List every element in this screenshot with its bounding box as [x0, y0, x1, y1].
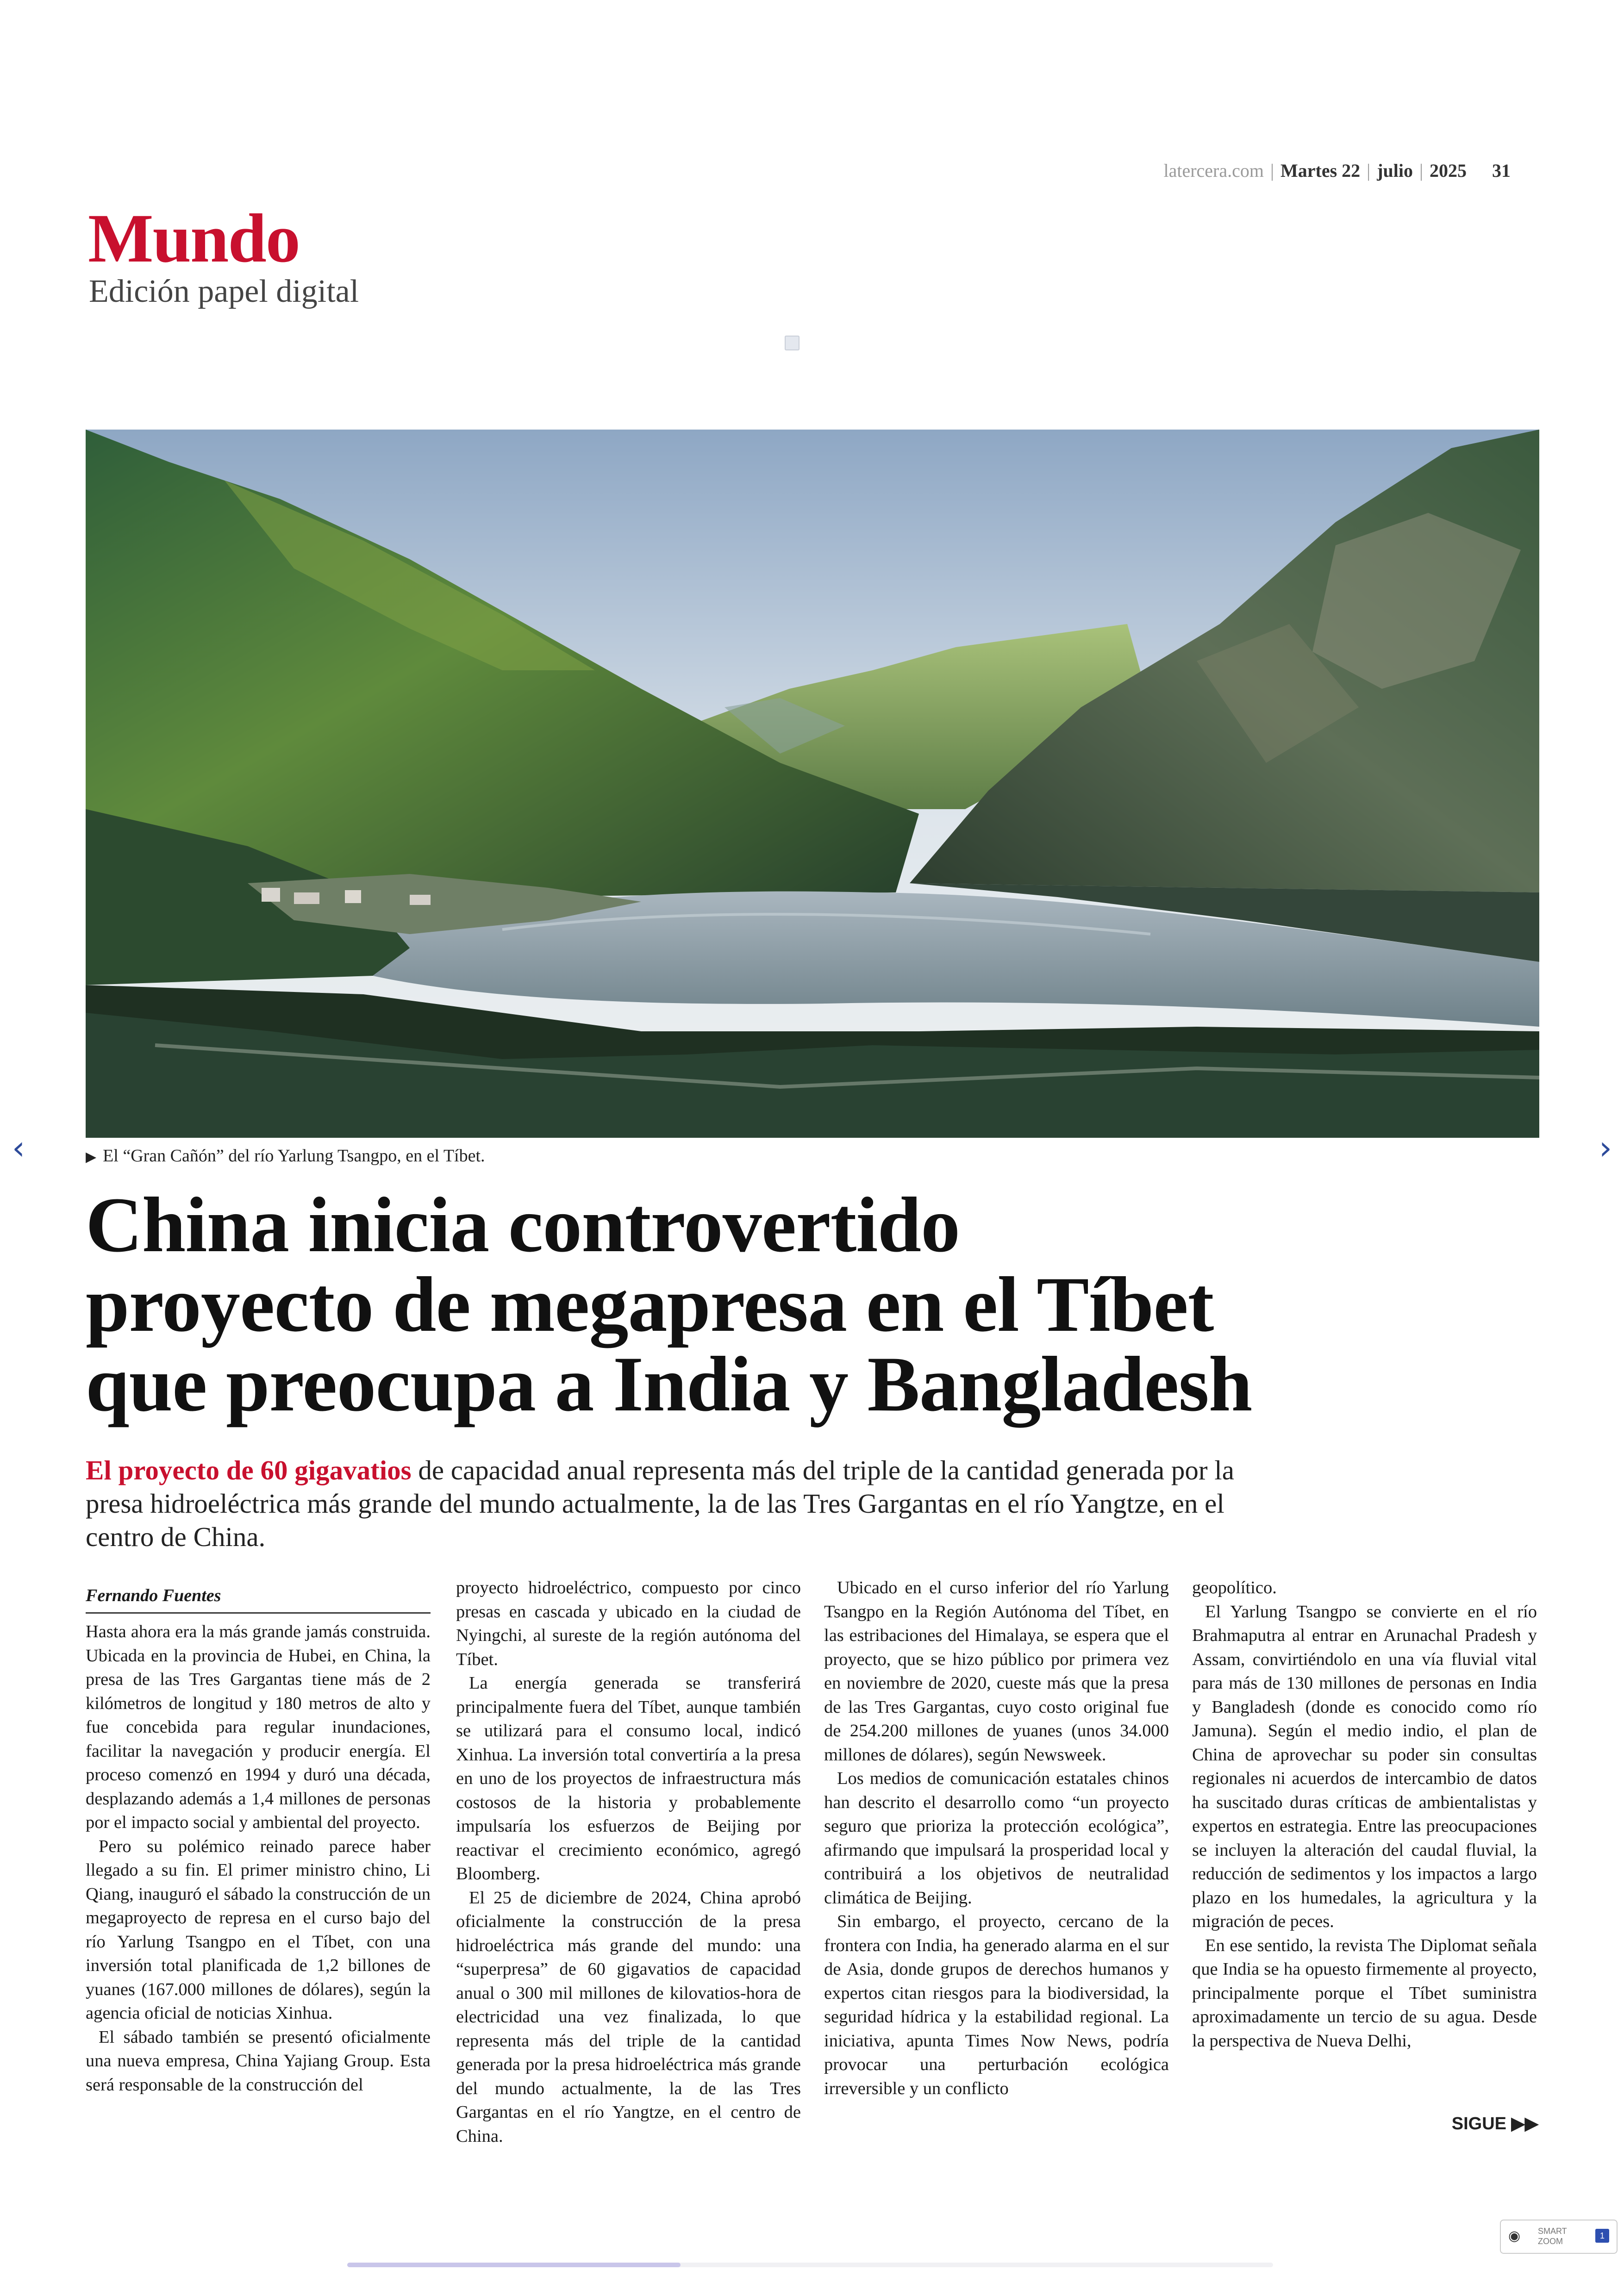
separator: | — [1367, 160, 1371, 181]
body-paragraph: Pero su polémico reinado parece haber llegado a su fin. El primer ministro chino, Li Qiang, inauguró el sábado la construcción de un megaproyecto de represa en el curso bajo del río Yarlung Tsangpo en el Tíbet, con una inversión total planificada de 1,2 billones de yuanes (167.000 millones de dólares), según la agencia oficial de noticias Xinhua. — [86, 1836, 431, 2023]
photo-caption — [86, 1146, 485, 1166]
page-number: 31 — [1492, 160, 1511, 181]
body-paragraph: geopolítico. — [1192, 1578, 1277, 1597]
next-page-button[interactable]: › — [1599, 1129, 1612, 1167]
article-column-4 — [1192, 1576, 1537, 2053]
body-paragraph: Los medios de comunicación estatales chinos han descrito el desarrollo como “un proyecto seguro que prioriza la protección ecológica”, afirmando que impulsará la prosperidad local y contribuirá a los objetivos de neutralidad climática de Beijing. — [824, 1769, 1169, 1908]
body-paragraph: El 25 de diciembre de 2024, China aprobó oficialmente la construcción de la presa hidroeléctrica más grande del mundo: una “superpresa” de 60 gigavatios de capacidad anual o 300 mil millones de kilovatios-hora de electricidad una vez finalizada, lo que representa más del triple de la cantidad generada por la presa hidroeléctrica más grande del mundo actualmente, la de las Tres Gargantas en el río Yangtze, en el centro de China. — [456, 1888, 801, 2146]
headline — [86, 1181, 1474, 1428]
lead-paragraph — [86, 1453, 1289, 1553]
article-photo — [86, 430, 1539, 1138]
previous-page-button[interactable]: ‹ — [12, 1129, 25, 1167]
embedded-image-placeholder-icon — [785, 336, 800, 350]
river-canyon-landscape — [86, 430, 1539, 1138]
article-column-2 — [456, 1576, 801, 2148]
body-paragraph: Hasta ahora era la más grande jamás construida. Ubicada en la provincia de Hubei, en China, la presa de las Tres Gargantas tiene más de 2 kilómetros de longitud y 180 metros de alto y fue concebida para regular inundaciones, facilitar la navegación y producir energía. El proceso comenzó en 1994 y duró una década, desplazando además a 1,4 millones de personas por el impacto social y ambiental del proyecto. — [86, 1622, 431, 1832]
body-paragraph: El Yarlung Tsangpo se convierte en el río Brahmaputra al entrar en Arunachal Pradesh y Assam, convirtiéndolo en una vía fluvial vital para más de 130 millones de personas en India y Bangladesh (donde es conocido como río Jamuna). Según el medio indio, el plan de China de aprovechar su poder sin consultas regionales ni acuerdos de intercambio de datos ha suscitado duras críticas de ambientalistas y expertos en estrategia. Entre las preocupaciones se incluyen la alteración del caudal fluvial, la reducción de sedimentos y los impactos a largo plazo en los humedales, la agricultura y la migración de peces. — [1192, 1602, 1537, 1931]
article-column-3 — [824, 1576, 1169, 2101]
article-column-1 — [86, 1620, 431, 2097]
section-subtitle: Edición papel digital — [89, 274, 359, 309]
headline-line: proyecto de megapresa en el Tíbet — [86, 1261, 1214, 1348]
eye-icon: ◉ — [1508, 2228, 1521, 2244]
caption-marker-icon: ▶ — [86, 1149, 97, 1165]
masthead-year: 2025 — [1430, 160, 1467, 181]
lead-highlight: El proyecto de 60 gigavatios — [86, 1455, 412, 1485]
reading-progress-fill — [347, 2263, 681, 2267]
continue-label: SIGUE ▶▶ — [1451, 2114, 1538, 2133]
body-paragraph: En ese sentido, la revista The Diplomat señala que India se ha opuesto firmemente al proyecto, principalmente porque el Tíbet suministra aproximadamente un tercio de su agua. Desde la perspectiva de Nueva Delhi, — [1192, 1935, 1537, 2051]
smart-zoom-label: SMART ZOOM — [1538, 2226, 1567, 2246]
site-name[interactable]: latercera.com — [1163, 160, 1264, 181]
body-paragraph: La energía generada se transferirá principalmente fuera del Tíbet, aunque también se utilizará para el consumo local, indicó Xinhua. La inversión total convertiría a la presa en uno de los proyectos de infraestructura más costosos de la historia y probablemente impulsaría los esfuerzos de Beijing por reactivar el crecimiento económico, agregó Bloomberg. — [456, 1673, 801, 1883]
masthead-month: julio — [1377, 160, 1413, 181]
caption-text: El “Gran Cañón” del río Yarlung Tsangpo, en el Tíbet. — [103, 1146, 485, 1166]
body-paragraph: Ubicado en el curso inferior del río Yarlung Tsangpo en la Región Autónoma del Tíbet, en las estribaciones del Himalaya, se espera que el proyecto, que se hizo público por primera vez en noviembre de 2020, cueste más que la presa de las Tres Gargantas, cuyo costo original fue de 254.200 millones de yuanes (unos 34.000 millones de dólares), según Newsweek. — [824, 1578, 1169, 1765]
body-paragraph: El sábado también se presentó oficialmente una nueva empresa, China Yajiang Group. Esta será responsable de la construcción del — [86, 2027, 431, 2095]
masthead-date: Martes 22 — [1280, 160, 1361, 181]
author-byline: Fernando Fuentes — [86, 1585, 431, 1614]
section-title: Mundo — [88, 200, 300, 277]
reading-progress-bar[interactable] — [347, 2263, 1273, 2267]
zoom-level-badge: 1 — [1595, 2229, 1609, 2243]
headline-line: que preocupa a India y Bangladesh — [86, 1341, 1252, 1428]
headline-line: China inicia controvertido — [86, 1181, 960, 1268]
lead-text: de capacidad anual representa más del triple de la cantidad generada por la presa hidroeléctrica más grande del mundo actualmente, la de las Tres Gargantas en el río Yangtze, en el centro de China. — [86, 1455, 1234, 1552]
separator: | — [1419, 160, 1423, 181]
masthead — [1163, 160, 1511, 181]
smart-zoom-control[interactable] — [1500, 2220, 1618, 2254]
body-paragraph: proyecto hidroeléctrico, compuesto por cinco presas en cascada y ubicado en la ciudad de Nyingchi, al sureste de la región autónoma del Tíbet. — [456, 1578, 801, 1669]
separator: | — [1270, 160, 1274, 181]
body-paragraph: Sin embargo, el proyecto, cercano de la frontera con India, ha generado alarma en el sur de Asia, donde grupos de derechos humanos y expertos citan riesgos para la biodiversidad, la seguridad hídrica y la estabilidad regional. La iniciativa, apunta Times Now News, podría provocar una perturbación ecológica irreversible y un conflicto — [824, 1912, 1169, 2098]
